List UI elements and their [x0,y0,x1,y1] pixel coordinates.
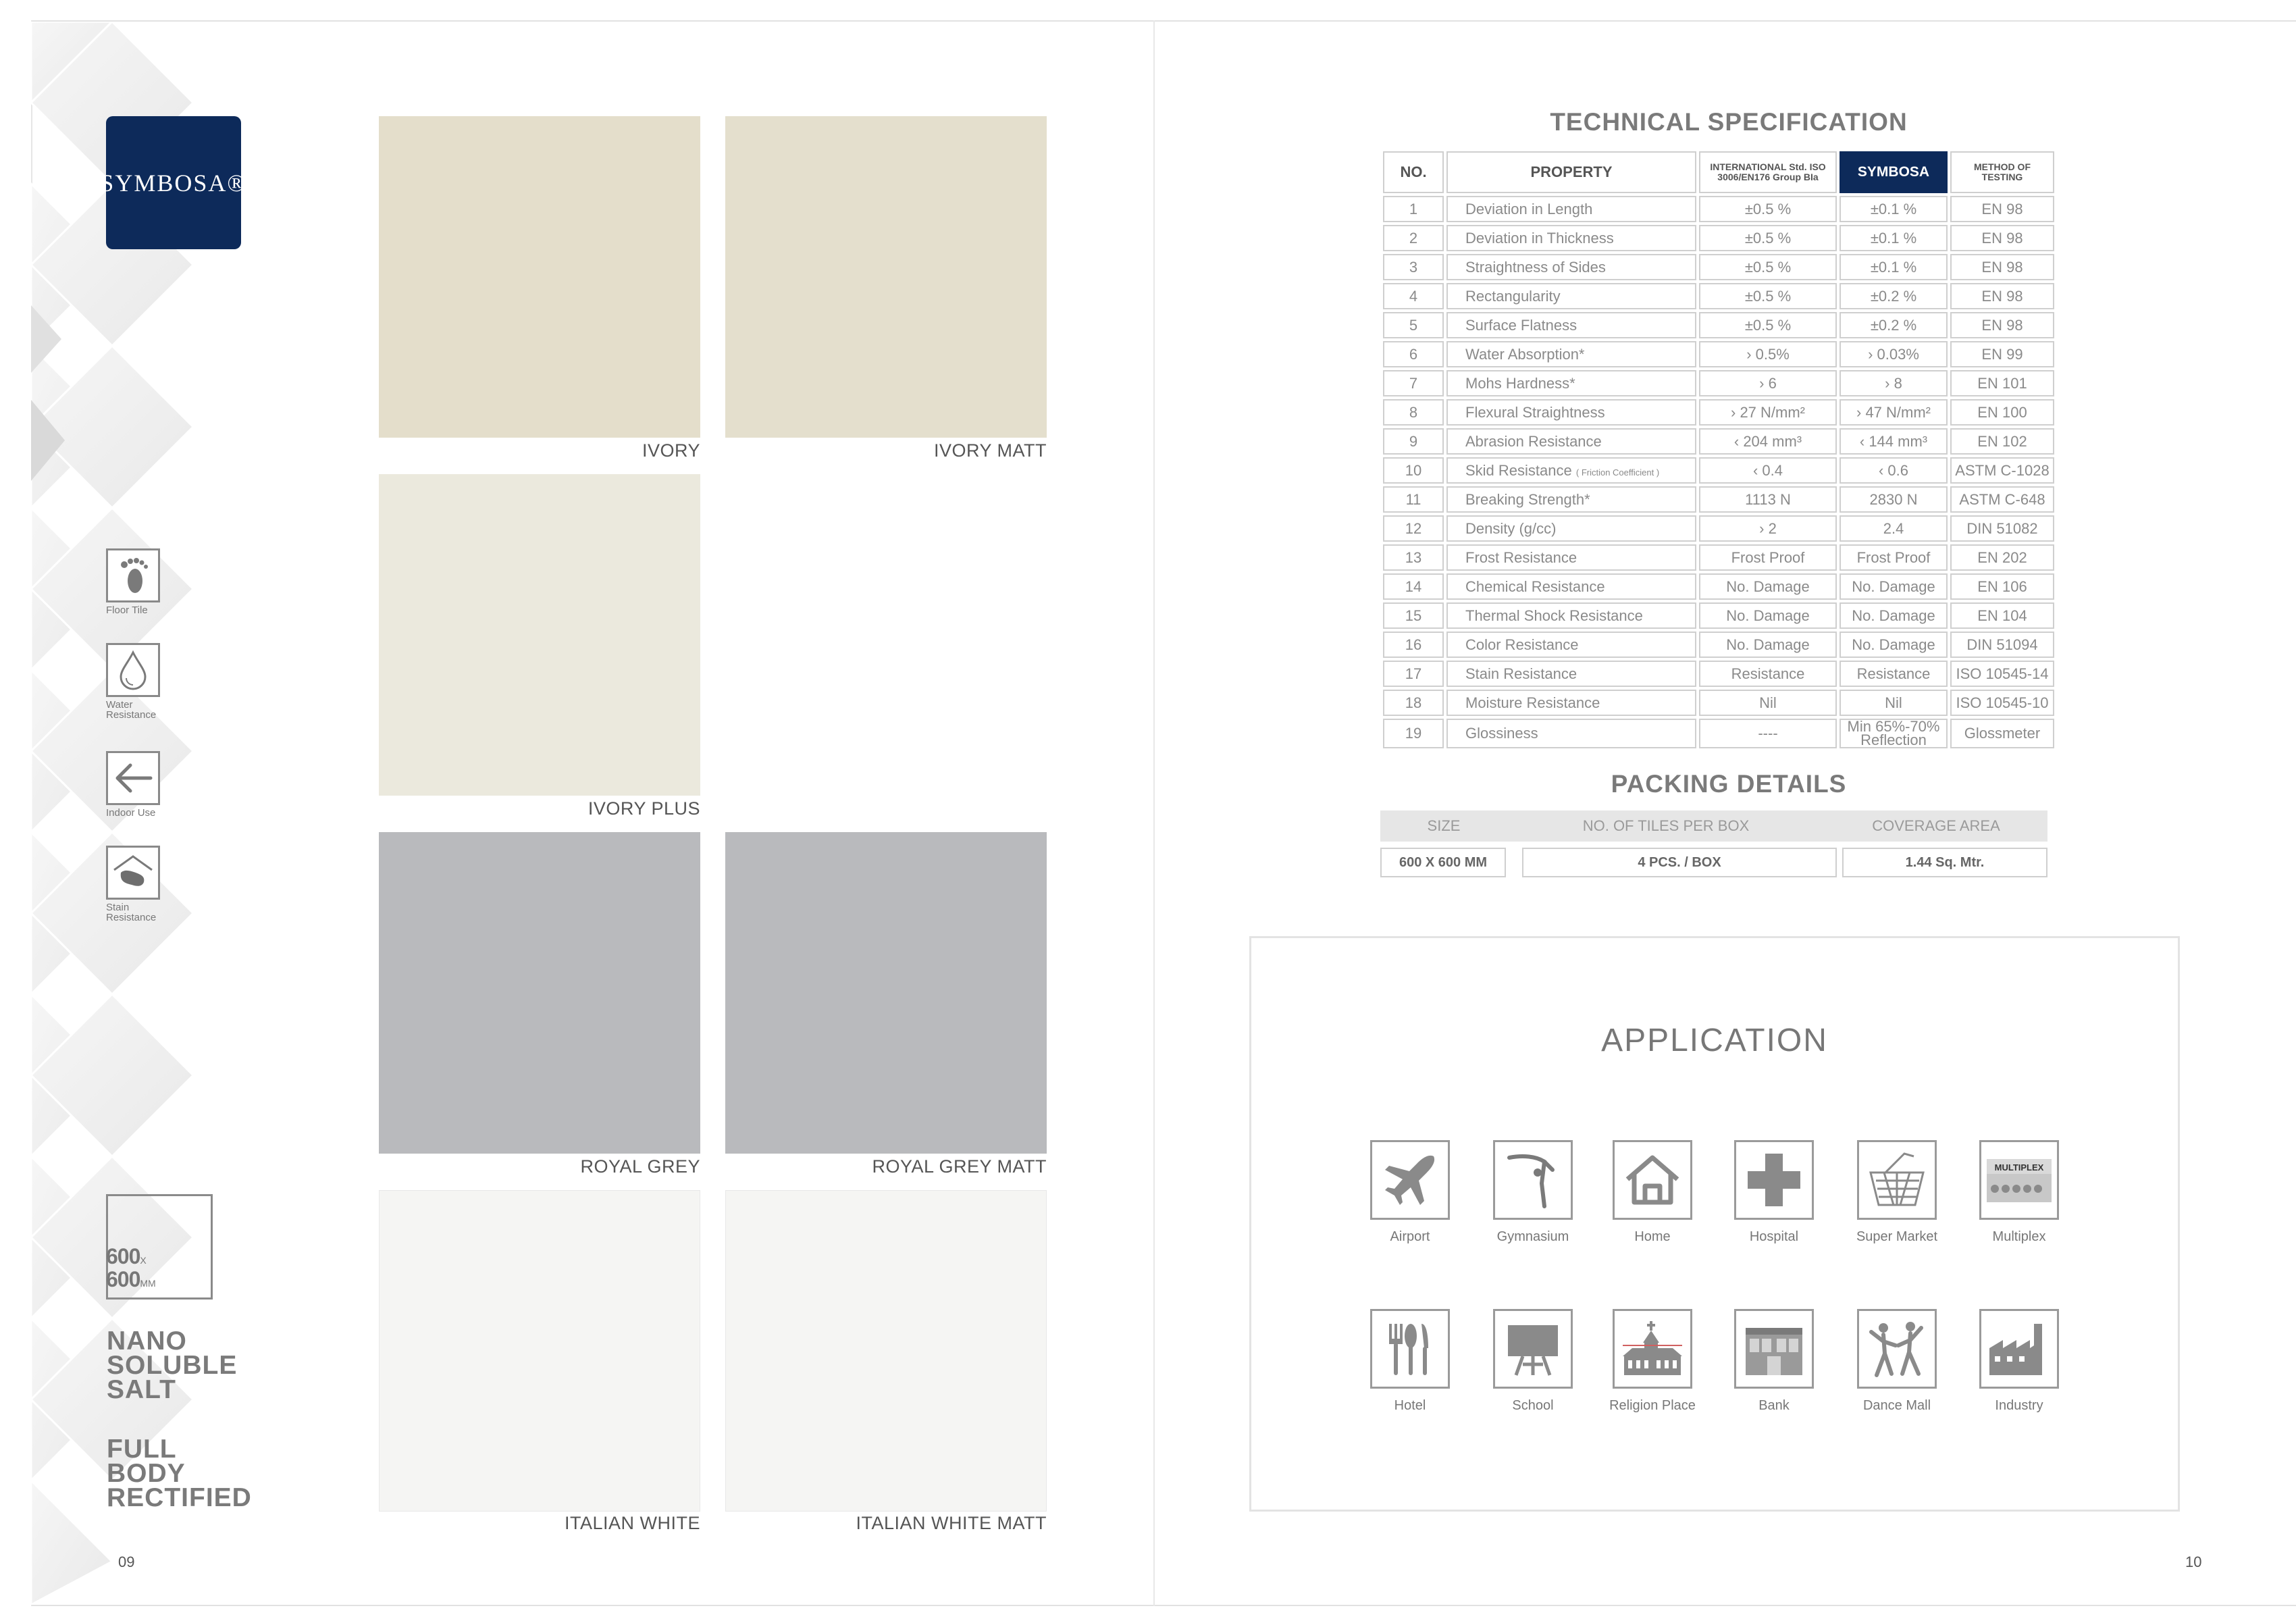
spec-cell-symbosa: Min 65%-70% Reflection [1840,719,1948,748]
tile-swatch-italian-white-matt [725,1190,1047,1512]
size-x: X [140,1255,147,1266]
spec-cell-symbosa: › 0.03% [1840,341,1948,367]
spec-row [1383,312,2054,338]
size-unit: MM [140,1278,156,1289]
packing-title: PACKING DETAILS [1611,770,1847,798]
spec-property-text: Deviation in Length [1465,200,1593,217]
spec-cell-symbosa: ±0.2 % [1840,312,1948,338]
spec-cell-method: EN 101 [1950,370,2054,396]
spec-cell-no: 19 [1383,719,1444,748]
spec-body [1383,196,2054,748]
tile-swatch-italian-white [379,1190,700,1512]
tagline-line: SALT [107,1375,176,1404]
tile-label: ROYAL GREY MATT [872,1156,1047,1177]
spec-property-text: Abrasion Resistance [1465,432,1602,450]
spec-property-text: Deviation in Thickness [1465,229,1614,247]
tile-label: ITALIAN WHITE [564,1513,700,1533]
feature-indoor-use [106,751,163,818]
spec-cell-intl: ---- [1699,719,1837,748]
spec-cell-no: 14 [1383,573,1444,600]
arrow-left-icon [106,751,160,805]
tile-label: ITALIAN WHITE MATT [856,1513,1047,1533]
spec-property-text: Chemical Resistance [1465,577,1605,595]
spec-property-text: Color Resistance [1465,636,1579,653]
spec-cell-method: EN 98 [1950,312,2054,338]
spec-cell-no: 11 [1383,486,1444,513]
tile-swatch-royal-grey-matt [725,832,1047,1154]
spec-cell-method: EN 99 [1950,341,2054,367]
application-label: School [1512,1398,1554,1413]
spec-cell-property [1446,486,1696,513]
header-no: NO. [1383,151,1444,193]
spec-cell-intl: No. Damage [1699,602,1837,629]
tile-label: IVORY PLUS [588,798,700,819]
application-industry [1958,1309,2080,1414]
spec-cell-method: EN 98 [1950,225,2054,251]
application-hospital [1713,1140,1835,1245]
spec-cell-intl: No. Damage [1699,632,1837,658]
symbosa-logo [100,116,247,249]
spec-cell-property [1446,602,1696,629]
spec-cell-method: EN 98 [1950,254,2054,280]
dancers-icon [1857,1309,1937,1389]
spec-cell-method: EN 104 [1950,602,2054,629]
application-label: Super Market [1856,1229,1938,1244]
spec-property-text: Surface Flatness [1465,316,1577,334]
tile-swatch-royal-grey [379,832,700,1154]
house-stain-icon [106,846,160,900]
packing-size: 600 X 600 MM [1380,848,1506,877]
spec-cell-symbosa: ‹ 144 mm³ [1840,428,1948,455]
spec-row [1383,602,2054,629]
blackboard-icon [1493,1309,1573,1389]
spec-cell-intl: Frost Proof [1699,544,1837,571]
spec-cell-method: Glossmeter [1950,719,2054,748]
spec-cell-method: DIN 51094 [1950,632,2054,658]
spec-row [1383,632,2054,658]
header-symbosa: SYMBOSA [1840,151,1948,193]
packing-header [1380,810,2047,842]
spec-cell-method: ISO 10545-10 [1950,690,2054,716]
spec-cell-property [1446,661,1696,687]
feature-label: Floor Tile [106,604,148,616]
tile-swatch-ivory [379,116,700,438]
spec-row [1383,515,2054,542]
spec-row [1383,457,2054,484]
spec-row [1383,486,2054,513]
page-number-left: 09 [118,1553,135,1570]
spec-cell-property [1446,428,1696,455]
tile-label: IVORY [642,440,700,461]
application-school [1472,1309,1594,1414]
tagline-line: SOLUBLE [107,1351,238,1380]
spec-cell-property [1446,544,1696,571]
spec-cell-symbosa: ±0.1 % [1840,254,1948,280]
home-icon [1613,1140,1692,1220]
spec-cell-intl: › 6 [1699,370,1837,396]
multiplex-sign-text: MULTIPLEX [1994,1162,2044,1173]
spec-row [1383,544,2054,571]
feature-stain-resistance [106,846,163,923]
spec-row [1383,196,2054,222]
application-super-market [1836,1140,1958,1245]
spec-cell-property [1446,515,1696,542]
spec-row [1383,225,2054,251]
cutlery-icon [1370,1309,1450,1389]
spec-cell-method: EN 98 [1950,196,2054,222]
spec-cell-property [1446,312,1696,338]
spec-cell-method: ISO 10545-14 [1950,661,2054,687]
spec-property-note: ( Friction Coefficient ) [1575,467,1660,478]
application-label: Hotel [1394,1398,1426,1413]
church-icon [1613,1309,1692,1389]
spec-cell-property [1446,573,1696,600]
spec-cell-intl: › 27 N/mm² [1699,399,1837,426]
spec-cell-no: 4 [1383,283,1444,309]
application-label: Gymnasium [1496,1229,1569,1244]
spec-property-text: Water Absorption* [1465,345,1585,363]
spec-cell-no: 6 [1383,341,1444,367]
spec-cell-symbosa: No. Damage [1840,632,1948,658]
spec-row [1383,370,2054,396]
water-drop-icon [106,643,160,697]
tagline-line: RECTIFIED [107,1483,252,1512]
spec-cell-symbosa: ±0.2 % [1840,283,1948,309]
spec-cell-method: EN 102 [1950,428,2054,455]
spec-cell-method: EN 98 [1950,283,2054,309]
spec-row [1383,690,2054,716]
spec-table [1380,149,2057,751]
packing-tiles: 4 PCS. / BOX [1522,848,1837,877]
spec-cell-intl: ‹ 0.4 [1699,457,1837,484]
spec-cell-no: 7 [1383,370,1444,396]
spec-cell-method: DIN 51082 [1950,515,2054,542]
spec-cell-no: 8 [1383,399,1444,426]
airplane-icon [1370,1140,1450,1220]
footprint-icon [106,548,160,602]
tile-swatch-ivory-plus [379,474,700,796]
spec-property-text: Moisture Resistance [1465,694,1600,711]
spec-cell-symbosa: No. Damage [1840,602,1948,629]
application-label: Religion Place [1609,1398,1696,1413]
tile-label: IVORY MATT [933,440,1047,461]
spec-cell-no: 12 [1383,515,1444,542]
packing-header-size: SIZE [1427,817,1461,834]
application-religion-place [1592,1309,1713,1414]
bank-building-icon [1734,1309,1814,1389]
packing-header-tiles: NO. OF TILES PER BOX [1582,817,1750,834]
spec-cell-intl: › 2 [1699,515,1837,542]
feature-water-resistance [106,643,163,720]
application-label: Dance Mall [1862,1398,1931,1413]
spec-cell-intl: ±0.5 % [1699,225,1837,251]
spec-row [1383,573,2054,600]
spec-cell-intl: ±0.5 % [1699,196,1837,222]
page-spine [1153,20,1155,1606]
application-label: Airport [1390,1229,1430,1244]
spec-cell-property [1446,690,1696,716]
spec-cell-no: 2 [1383,225,1444,251]
spec-row [1383,661,2054,687]
header-method: METHOD OF TESTING [1950,151,2054,193]
spec-cell-method: EN 106 [1950,573,2054,600]
spec-cell-property [1446,399,1696,426]
spec-cell-intl: Resistance [1699,661,1837,687]
spec-row [1383,341,2054,367]
spec-cell-symbosa: Nil [1840,690,1948,716]
spec-cell-method: EN 202 [1950,544,2054,571]
spec-cell-intl: ‹ 204 mm³ [1699,428,1837,455]
application-label: Home [1634,1229,1671,1244]
packing-coverage: 1.44 Sq. Mtr. [1842,848,2047,877]
application-home [1592,1140,1713,1245]
header-property: PROPERTY [1446,151,1696,193]
application-label: Multiplex [1992,1229,2046,1244]
feature-label: Stain Resistance [106,902,157,923]
factory-icon [1979,1309,2059,1389]
application-label: Bank [1758,1398,1790,1413]
spec-cell-no: 10 [1383,457,1444,484]
spec-cell-property [1446,283,1696,309]
spec-cell-no: 13 [1383,544,1444,571]
header-intl-std: INTERNATIONAL Std. ISO 3006/EN176 Group BIa [1699,151,1837,193]
shopping-basket-icon [1857,1140,1937,1220]
spec-property-text: Density (g/cc) [1465,519,1557,537]
spec-cell-property [1446,254,1696,280]
spec-cell-no: 3 [1383,254,1444,280]
spec-cell-method: ASTM C-648 [1950,486,2054,513]
spec-property-text: Mohs Hardness* [1465,374,1575,392]
spec-cell-no: 16 [1383,632,1444,658]
spec-row [1383,719,2054,748]
spec-row [1383,283,2054,309]
spec-cell-symbosa: 2830 N [1840,486,1948,513]
application-label: Industry [1995,1398,2043,1413]
size-badge [106,1244,156,1293]
spec-cell-method: EN 100 [1950,399,2054,426]
spec-cell-property [1446,370,1696,396]
packing-header-coverage: COVERAGE AREA [1872,817,2000,834]
spec-cell-property [1446,457,1696,484]
spec-cell-symbosa: ±0.1 % [1840,196,1948,222]
spec-cell-intl: ±0.5 % [1699,254,1837,280]
spec-row [1383,399,2054,426]
spec-cell-no: 5 [1383,312,1444,338]
spec-cell-intl: 1113 N [1699,486,1837,513]
tagline-full-body-rectified [107,1437,252,1510]
feature-floor-tile [106,548,163,615]
spec-cell-symbosa: ±0.1 % [1840,225,1948,251]
spec-cell-symbosa: Resistance [1840,661,1948,687]
spec-row [1383,428,2054,455]
application-airport [1349,1140,1471,1245]
spec-cell-property [1446,632,1696,658]
spec-row [1383,254,2054,280]
tile-swatch-ivory-matt [725,116,1047,438]
spec-cell-property [1446,719,1696,748]
spec-cell-no: 15 [1383,602,1444,629]
tagline-line: BODY [107,1459,186,1488]
logo-text: SYMBOSA® [100,169,247,197]
spec-cell-intl: › 0.5% [1699,341,1837,367]
spec-cell-method: ASTM C-1028 [1950,457,2054,484]
spec-cell-symbosa: › 8 [1840,370,1948,396]
application-gymnasium [1472,1140,1594,1245]
feature-label: Water Resistance [106,699,157,721]
spec-cell-no: 1 [1383,196,1444,222]
spec-property-text: Stain Resistance [1465,665,1577,682]
spec-property-text: Straightness of Sides [1465,258,1606,276]
gymnast-icon [1493,1140,1573,1220]
spec-cell-no: 9 [1383,428,1444,455]
feature-label: Indoor Use [106,807,156,819]
application-multiplex [1958,1140,2080,1245]
spec-cell-symbosa: No. Damage [1840,573,1948,600]
multiplex-icon [1979,1140,2059,1220]
spec-cell-intl: Nil [1699,690,1837,716]
hospital-cross-icon [1734,1140,1814,1220]
spec-cell-no: 18 [1383,690,1444,716]
size-width: 600 [106,1244,140,1268]
tagline-nano-soluble-salt [107,1329,237,1402]
size-height: 600 [106,1267,140,1291]
spec-cell-intl: ±0.5 % [1699,283,1837,309]
tagline-line: NANO [107,1327,187,1356]
spec-property-text: Frost Resistance [1465,548,1577,566]
spec-property-text: Flexural Straightness [1465,403,1605,421]
spec-cell-no: 17 [1383,661,1444,687]
spec-property-text: Thermal Shock Resistance [1465,607,1643,624]
page-number-right: 10 [2185,1553,2202,1570]
spec-cell-property [1446,225,1696,251]
spec-cell-property [1446,341,1696,367]
application-title: APPLICATION [1601,1023,1828,1058]
spec-cell-symbosa: Frost Proof [1840,544,1948,571]
spec-cell-symbosa: › 47 N/mm² [1840,399,1948,426]
spec-cell-intl: No. Damage [1699,573,1837,600]
tile-label: ROYAL GREY [580,1156,700,1177]
spec-title: TECHNICAL SPECIFICATION [1550,108,1908,136]
application-dance-mall [1836,1309,1958,1414]
spec-cell-intl: ±0.5 % [1699,312,1837,338]
spec-property-text: Glossiness [1465,725,1538,742]
tagline-line: FULL [107,1435,177,1464]
spec-cell-symbosa: ‹ 0.6 [1840,457,1948,484]
spec-header-row [1383,151,2054,193]
spec-cell-symbosa: 2.4 [1840,515,1948,542]
spec-cell-property [1446,196,1696,222]
spec-property-text: Breaking Strength* [1465,490,1590,508]
spec-property-text: Skid Resistance [1465,461,1572,479]
application-label: Hospital [1749,1229,1799,1244]
application-bank [1713,1309,1835,1414]
spec-property-text: Rectangularity [1465,287,1561,305]
application-hotel [1349,1309,1471,1414]
